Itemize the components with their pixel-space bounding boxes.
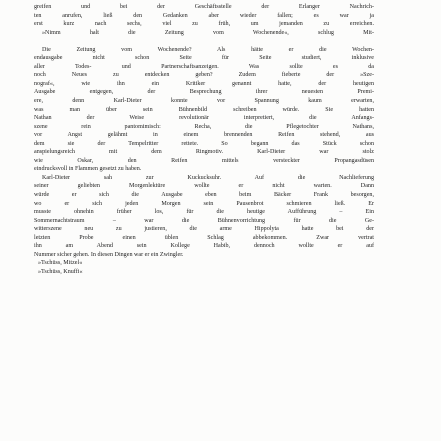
text-line: was man über sein Bühnenbild schreiben würde. Sie hatten (34, 106, 374, 113)
text-line: Nathan der Weise revolutionär interpretiert, die Anfangs- (34, 115, 374, 122)
text-line: »Tschüss, Mitzel« (38, 260, 83, 267)
text-line: nograf«, wie ihn ein Kritiker genannt hatte, der heutigen (34, 80, 374, 87)
text-line: endausgabe nicht schon Seite für Seite studiert, inklusive (34, 55, 374, 62)
text-line: anspielungsreich mit dem Ringmotiv. Karl-Dieter war stolz (34, 149, 374, 156)
text-line: Karl-Dieter sah zur Kuckucksuhr. Auf die Nachlieferung (42, 174, 374, 181)
text-line: dem sie der Tempelritter rettete. So begann das Stück schon (34, 140, 374, 147)
text-line: noch Neues zu entdecken geben? Zudem fieberte der »Sze- (34, 72, 374, 79)
text-line: Die Zeitung vom Wochenende? Als hätte er die Wochen- (42, 46, 374, 53)
text-line: witterszene neu zu justieren, die arme Hippolyta hatte bei der (34, 226, 374, 233)
text-line: ihn am Abend sein Kollege Habib, dennoch wollte er auf (34, 243, 374, 250)
text-line: Sommernachtstraum – war die Bühnenvorrichtung für die Ge- (34, 217, 374, 224)
text-line: ere, denn Karl-Dieter konnte vor Spannung kaum erwarten, (34, 98, 374, 105)
text-line (34, 37, 374, 46)
text-line: »Nimm halt die Zeitung vom Wochenende«, schlug Mit- (42, 29, 374, 36)
text-line: Nummer sicher gehen. In diesen Dingen war er ein Zwingler. (34, 251, 184, 258)
text-line: aller Todes- und Partnerschaftsanzeigen. Was sollte es da (34, 63, 374, 70)
text-line: greifen und bei der Geschäftsstelle der Erlanger Nachrich- (34, 4, 374, 10)
text-line: eindrucksvoll in Flammen gesetzt zu haben. (34, 166, 142, 173)
text-line: letzten Probe einen üblen Schlag abbekommen. Zwar vertrat (34, 234, 374, 241)
text-line: wie Oskar, den Reifen mittels versteckter Propangasdüsen (34, 157, 374, 164)
text-line: vor Angst gelähmt in einem brennenden Reifen stehend, aus (34, 132, 374, 139)
text-line: »Tschüss, Knuffi« (38, 268, 83, 275)
text-line: seiner geliebten Morgenlektüre wollte er nicht warten. Dann (34, 183, 374, 190)
article-text (34, 3, 374, 277)
text-line: szene rein pantomimisch: Recha, die Pflegetochter Nathans, (34, 123, 374, 130)
text-line: ten anrufen, ließ den Gedanken aber wieder fallen; es war ja (34, 12, 374, 19)
text-line: Ausgabe entgegen, der Besprechung ihrer neuesten Premi- (34, 89, 374, 96)
text-line: würde er sich die Ausgabe eben beim Bäcker Frank besorgen, (34, 192, 374, 199)
text-line: wo er sich jeden Morgen sein Pausenbrot schmieren ließ. Er (34, 200, 374, 207)
text-line: erst kurz nach sechs, viel zu früh, um jemanden zu erreichen. (34, 21, 374, 28)
text-line: musste ohnehin früher los, für die heutige Aufführung – Ein (34, 209, 374, 216)
